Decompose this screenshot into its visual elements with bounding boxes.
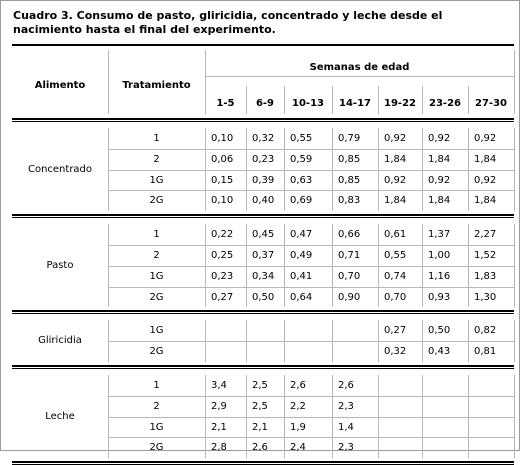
- value-cell: 1,16: [428, 270, 451, 282]
- column-header-week: 23-26: [429, 98, 461, 109]
- value-cell: 2,3: [338, 400, 354, 412]
- value-cell: 0,92: [384, 133, 407, 144]
- value-cell: 0,50: [252, 291, 275, 303]
- value-cell: 0,49: [290, 250, 313, 261]
- value-cell: 0,93: [428, 291, 451, 303]
- column-divider: [378, 128, 379, 211]
- value-cell: 0,69: [290, 195, 313, 207]
- value-cell: 0,45: [252, 229, 275, 241]
- value-cell: 2,1: [252, 421, 268, 433]
- column-header-week: 27-30: [475, 98, 507, 109]
- value-cell: 1,83: [474, 270, 497, 282]
- value-cell: 0,85: [338, 153, 361, 165]
- value-cell: 3,4: [211, 380, 227, 391]
- treatment-cell: 1: [153, 133, 160, 144]
- value-cell: 0,85: [338, 174, 361, 186]
- caption-rule: [12, 44, 514, 46]
- value-cell: 1,84: [428, 195, 451, 207]
- value-cell: 0,39: [252, 174, 275, 186]
- value-cell: 2,2: [290, 400, 306, 412]
- column-divider: [205, 128, 206, 211]
- value-cell: 1,9: [290, 421, 306, 433]
- column-divider: [284, 320, 285, 362]
- treatment-cell: 2G: [149, 195, 164, 207]
- column-header-alimento: Alimento: [34, 80, 86, 91]
- value-cell: 1,84: [474, 153, 497, 165]
- row-separator: [108, 149, 514, 150]
- column-divider: [378, 375, 379, 458]
- column-divider: [246, 224, 247, 307]
- group-rule: [12, 461, 514, 463]
- value-cell: 0,40: [252, 195, 275, 207]
- value-cell: 0,27: [211, 291, 234, 303]
- value-cell: 2,27: [474, 229, 497, 241]
- treatment-cell: 2G: [149, 442, 164, 454]
- column-divider: [514, 375, 515, 458]
- value-cell: 0,61: [384, 229, 407, 241]
- row-separator: [108, 396, 514, 397]
- value-cell: 0,32: [252, 133, 275, 144]
- value-cell: 0,63: [290, 174, 313, 186]
- column-divider: [422, 320, 423, 362]
- value-cell: 2,9: [211, 400, 227, 412]
- value-cell: 0,50: [428, 325, 451, 337]
- column-divider: [468, 224, 469, 307]
- value-cell: 0,22: [211, 229, 234, 241]
- value-cell: 0,66: [338, 229, 361, 241]
- value-cell: 0,10: [211, 133, 234, 144]
- value-cell: 2,1: [211, 421, 227, 433]
- value-cell: 2,6: [290, 380, 306, 391]
- value-cell: 0,64: [290, 291, 313, 303]
- column-divider: [332, 128, 333, 211]
- row-separator: [108, 437, 514, 438]
- value-cell: 1,84: [384, 153, 407, 165]
- value-cell: 0,55: [290, 133, 313, 144]
- value-cell: 0,71: [338, 250, 361, 261]
- column-divider: [422, 375, 423, 458]
- header-subrule: [205, 76, 514, 77]
- table-caption: Cuadro 3. Consumo de pasto, gliricidia, concentrado y leche desde el nacimiento hasta el final del experimento.: [13, 9, 443, 36]
- treatment-cell: 2: [153, 400, 160, 412]
- column-divider: [108, 320, 109, 362]
- group-rule: [12, 310, 514, 312]
- column-divider: [284, 128, 285, 211]
- column-header-week: 1-5: [216, 98, 235, 109]
- column-divider: [205, 320, 206, 362]
- value-cell: 1,84: [384, 195, 407, 207]
- group-label-pasto: Pasto: [46, 259, 74, 271]
- row-separator: [108, 341, 514, 342]
- value-cell: 0,15: [211, 174, 234, 186]
- column-divider: [284, 224, 285, 307]
- row-separator: [108, 190, 514, 191]
- group-rule: [12, 214, 514, 216]
- value-cell: 0,81: [474, 346, 497, 358]
- value-cell: 0,47: [290, 229, 313, 241]
- value-cell: 2,4: [290, 442, 306, 454]
- column-divider: [332, 375, 333, 458]
- row-separator: [108, 417, 514, 418]
- treatment-cell: 1: [153, 380, 160, 391]
- treatment-cell: 1G: [149, 270, 164, 282]
- group-label-concentrado: Concentrado: [27, 163, 93, 175]
- group-label-gliricidia: Gliricidia: [38, 335, 82, 347]
- value-cell: 0,92: [474, 133, 497, 144]
- value-cell: 2,5: [252, 380, 268, 391]
- column-divider: [468, 320, 469, 362]
- group-rule: [12, 368, 514, 369]
- column-divider: [468, 375, 469, 458]
- header-divider: [514, 50, 515, 114]
- value-cell: 0,92: [474, 174, 497, 186]
- column-divider: [514, 320, 515, 362]
- value-cell: 0,92: [428, 174, 451, 186]
- row-separator: [108, 245, 514, 246]
- value-cell: 1,84: [428, 153, 451, 165]
- column-header-week: 14-17: [339, 98, 371, 109]
- header-rule: [12, 121, 514, 122]
- column-divider: [514, 224, 515, 307]
- row-separator: [108, 170, 514, 171]
- column-divider: [205, 375, 206, 458]
- column-divider: [514, 128, 515, 211]
- value-cell: 0,70: [338, 270, 361, 282]
- column-divider: [108, 375, 109, 458]
- value-cell: 0,92: [384, 174, 407, 186]
- value-cell: 1,52: [474, 250, 497, 261]
- column-divider: [468, 128, 469, 211]
- column-header-week: 10-13: [292, 98, 324, 109]
- value-cell: 1,37: [428, 229, 451, 241]
- column-divider: [108, 128, 109, 211]
- value-cell: 0,10: [211, 195, 234, 207]
- value-cell: 0,23: [211, 270, 234, 282]
- value-cell: 0,27: [384, 325, 407, 337]
- value-cell: 2,8: [211, 442, 227, 454]
- treatment-cell: 1: [153, 229, 160, 241]
- column-divider: [284, 375, 285, 458]
- header-rule: [12, 118, 514, 120]
- column-divider: [332, 224, 333, 307]
- treatment-cell: 1G: [149, 421, 164, 433]
- group-rule: [12, 313, 514, 314]
- row-separator: [108, 287, 514, 288]
- row-separator: [108, 266, 514, 267]
- value-cell: 2,6: [252, 442, 268, 454]
- value-cell: 0,43: [428, 346, 451, 358]
- value-cell: 0,55: [384, 250, 407, 261]
- column-divider: [422, 224, 423, 307]
- column-divider: [246, 320, 247, 362]
- column-divider: [422, 128, 423, 211]
- value-cell: 0,92: [428, 133, 451, 144]
- treatment-cell: 1G: [149, 174, 164, 186]
- value-cell: 1,4: [338, 421, 354, 433]
- treatment-cell: 2: [153, 250, 160, 261]
- treatment-cell: 2: [153, 153, 160, 165]
- value-cell: 2,5: [252, 400, 268, 412]
- column-divider: [246, 375, 247, 458]
- column-header-week: 6-9: [255, 98, 275, 109]
- treatment-cell: 1G: [149, 325, 164, 337]
- column-divider: [246, 128, 247, 211]
- value-cell: 0,79: [338, 133, 361, 144]
- column-divider: [378, 320, 379, 362]
- treatment-cell: 2G: [149, 291, 164, 303]
- value-cell: 0,23: [252, 153, 275, 165]
- value-cell: 0,83: [338, 195, 361, 207]
- value-cell: 0,25: [211, 250, 234, 261]
- column-divider: [205, 224, 206, 307]
- group-rule: [12, 217, 514, 218]
- value-cell: 0,32: [384, 346, 407, 358]
- column-divider: [332, 320, 333, 362]
- value-cell: 0,59: [290, 153, 313, 165]
- column-divider: [108, 224, 109, 307]
- column-header-tratamiento: Tratamiento: [122, 80, 191, 91]
- treatment-cell: 2G: [149, 346, 164, 358]
- group-rule: [12, 365, 514, 367]
- column-header-week: 19-22: [384, 98, 416, 109]
- value-cell: 0,90: [338, 291, 361, 303]
- value-cell: 1,84: [474, 195, 497, 207]
- group-label-leche: Leche: [45, 410, 75, 422]
- column-divider: [378, 224, 379, 307]
- value-cell: 0,37: [252, 250, 275, 261]
- column-header-semanas: Semanas de edad: [309, 62, 410, 73]
- value-cell: 0,34: [252, 270, 275, 282]
- value-cell: 0,82: [474, 325, 497, 337]
- value-cell: 0,74: [384, 270, 407, 282]
- value-cell: 0,41: [290, 270, 313, 282]
- value-cell: 1,00: [428, 250, 451, 261]
- value-cell: 0,06: [211, 153, 234, 165]
- value-cell: 2,3: [338, 442, 354, 454]
- value-cell: 0,70: [384, 291, 407, 303]
- value-cell: 1,30: [474, 291, 497, 303]
- value-cell: 2,6: [338, 380, 354, 391]
